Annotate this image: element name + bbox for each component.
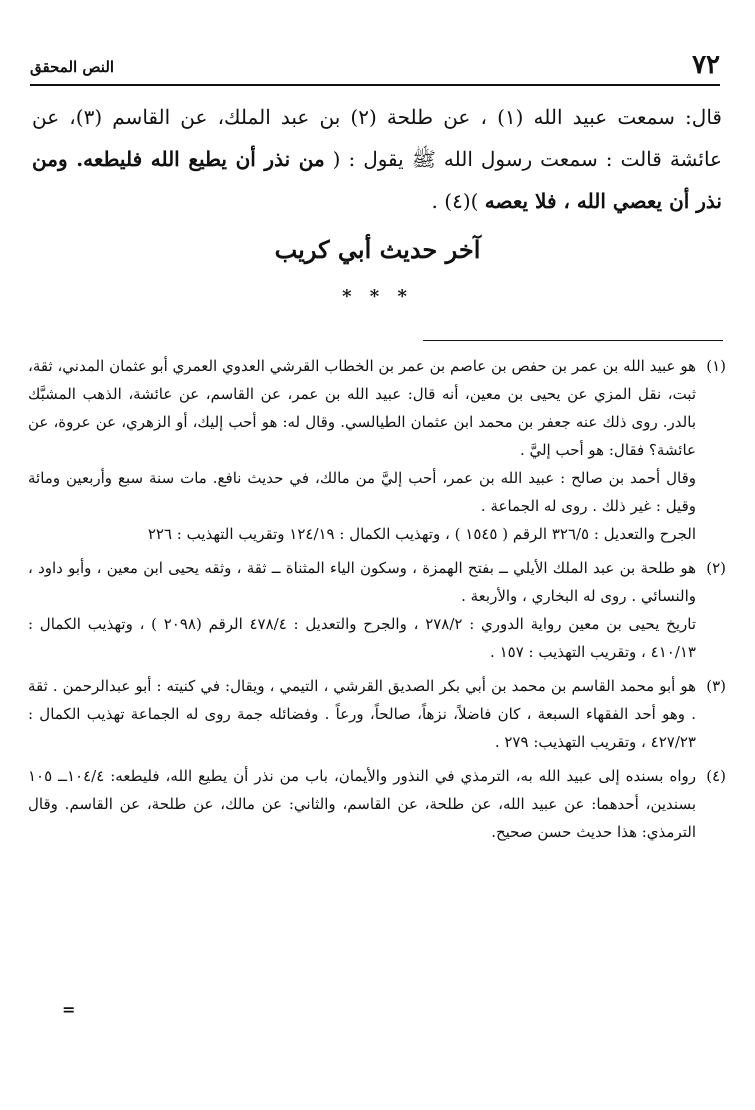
page-number: ٧٢ — [692, 50, 720, 80]
section-title: آخر حديث أبي كريب — [274, 235, 481, 264]
footnote-paragraph: (٣)هو أبو محمد القاسم بن محمد بن أبي بكر الصديق القرشي ، التيمي ، ويقال: في كنيته : أبو عبدالرحمن . ثقة . وهو أحد الفقهاء السبعة ، كان فاضلاً، نزهاً، صالحاً، ورعاً . وفضائله جمة روى له الجماعة تهذيب الكمال : ٤٢٧/٢٣ ، وتقريب التهذيب: ٢٧٩ . — [28, 672, 726, 756]
footnotes — [28, 352, 726, 852]
footnote-1 — [28, 352, 726, 548]
main-text — [32, 96, 722, 222]
footnote-number: (٣) — [706, 677, 726, 695]
footnote-paragraph: (٤)رواه بسنده إلى عبيد الله به، الترمذي في النذور والأيمان، باب من نذر أن يطيع الله، فليطعه: ١٠٤/٤ــ ١٠٥ بسندين، أحدهما: عن عبيد الله، عن طلحة، عن القاسم، والثاني: عن مالك، عن طلحة، عن القاسم. وقال الترمذي: هذا حديث حسن صحيح. — [28, 762, 726, 846]
footnote-2 — [28, 554, 726, 666]
footnote-number: (٢) — [706, 559, 726, 577]
hadith-matn: من نذر أن يطيع الله فليطعه. ومن نذر أن يعصي الله ، فلا يعصه — [32, 147, 722, 213]
page-header — [30, 50, 720, 86]
running-title: النص المحقق — [30, 58, 115, 76]
matn-closing: )(٤) . — [431, 189, 479, 213]
continuation-mark: = — [62, 1000, 76, 1019]
footnote-paragraph: وقال أحمد بن صالح : عبيد الله بن عمر، أحب إليَّ من مالك، في حديث نافع. مات سنة سبع وأربعين ومائة وقيل : غير ذلك . روى له الجماعة . — [28, 469, 696, 515]
hadith-paragraph — [32, 96, 722, 222]
footnote-paragraph: الجرح والتعديل : ٣٢٦/٥ الرقم ( ١٥٤٥ ) ، وتهذيب الكمال : ١٢٤/١٩ وتقريب التهذيب : ٢٢٦ — [147, 525, 696, 543]
asterism-separator: * * * — [342, 286, 413, 307]
footnote-3 — [28, 672, 726, 756]
footnote-paragraph: (٢)هو طلحة بن عبد الملك الأيلي ــ بفتح الهمزة ، وسكون الياء المثناة ــ ثقة ، وثقه يحيى ابن معين ، وأبو داود ، والنسائي . روى له البخاري ، والأربعة . — [28, 554, 726, 610]
footnote-number: (١) — [706, 357, 726, 375]
footnote-number: (٤) — [706, 767, 726, 785]
isnad-text: قال: سمعت عبيد الله (١) ، عن طلحة (٢) بن عبد الملك، عن القاسم (٣)، عن عائشة قالت : سمعت رسول الله ﷺ يقول : ( — [32, 105, 722, 171]
footnote-4 — [28, 762, 726, 846]
footnote-paragraph: (١)هو عبيد الله بن عمر بن حفص بن عاصم بن عمر بن الخطاب القرشي العدوي العمري أبو عثمان المدني، ثقة، ثبت، نقل المزي عن يحيى بن معين، أنه قال: عبيد الله بن عمر، عن القاسم، عن عائشة، الذهب المشبَّك بالدر. روى ذلك عنه جعفر بن محمد ابن عثمان الطيالسي. وقال له: هو أحب إليك، أو الزهري، عن عروة، عن عائشة؟ فقال: هو أحب إليَّ . — [28, 352, 726, 464]
footnote-rule — [423, 340, 723, 341]
footnote-paragraph: تاريخ يحيى بن معين رواية الدوري : ٢٧٨/٢ ، والجرح والتعديل : ٤٧٨/٤ الرقم (٢٠٩٨ ) ، وتهذيب الكمال : ٤١٠/١٣ ، وتقريب التهذيب : ١٥٧ . — [28, 615, 696, 661]
